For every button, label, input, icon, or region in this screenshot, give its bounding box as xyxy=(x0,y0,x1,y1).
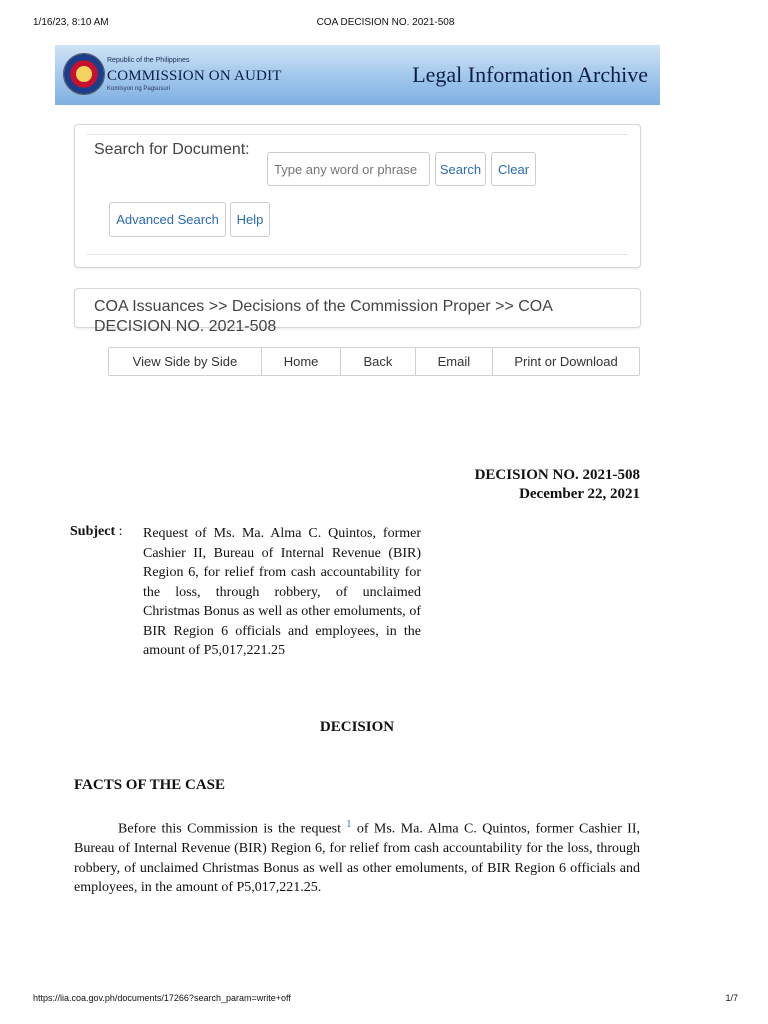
document-nav xyxy=(108,347,640,376)
para-start: Before this Commission is the request xyxy=(118,821,342,837)
help-button[interactable]: Help xyxy=(230,202,270,237)
facts-paragraph xyxy=(74,815,640,898)
divider xyxy=(87,254,628,255)
archive-title: Legal Information Archive xyxy=(412,62,648,87)
email-button[interactable]: Email xyxy=(415,348,492,375)
decision-heading: DECISION xyxy=(319,719,395,735)
print-datetime: 1/16/23, 8:10 AM xyxy=(33,17,109,28)
breadcrumb-panel xyxy=(74,288,641,335)
agency-tagalog: Komisyon ng Pagsusuri xyxy=(107,86,171,92)
decision-header xyxy=(475,466,640,504)
back-button[interactable]: Back xyxy=(340,348,414,375)
search-label: Search for Document: xyxy=(94,141,250,158)
print-url: https://lia.coa.gov.ph/documents/17266?search_param=write+off xyxy=(33,993,291,1003)
section-heading: FACTS OF THE CASE xyxy=(74,777,226,793)
search-button[interactable]: Search xyxy=(435,152,486,186)
advanced-search-button[interactable]: Advanced Search xyxy=(109,202,226,237)
divider xyxy=(87,134,628,135)
subject-separator: : xyxy=(118,524,123,539)
search-panel xyxy=(74,124,641,268)
view-side-by-side-button[interactable]: View Side by Side xyxy=(132,354,238,369)
footnote-link[interactable]: 1 xyxy=(346,819,352,830)
subject-text: Request of Ms. Ma. Alma C. Quintos, former Cashier II, Bureau of Internal Revenue (BIR) Region 6, for relief from cash accountability for the loss, through robbery, of unclaimed Christmas Bonus as well as other emoluments, of BIR Region 6 officials and employees, in the amount of P5,017,221.25 xyxy=(143,526,421,658)
print-page: 1/7 xyxy=(725,993,738,1003)
print-title: COA DECISION NO. 2021-508 xyxy=(316,17,455,28)
decision-number: DECISION NO. 2021-508 xyxy=(474,467,640,483)
breadcrumb[interactable]: COA Issuances >> Decisions of the Commission Proper >> COA DECISION NO. 2021-508 xyxy=(94,298,552,335)
agency-name: COMMISSION ON AUDIT xyxy=(107,68,282,84)
home-button[interactable]: Home xyxy=(261,348,340,375)
decision-date: December 22, 2021 xyxy=(519,486,640,502)
site-banner[interactable] xyxy=(55,45,660,105)
print-download-button[interactable]: Print or Download xyxy=(492,348,639,375)
clear-button[interactable]: Clear xyxy=(491,152,536,186)
subject-label xyxy=(70,524,123,540)
subject-label-text: Subject xyxy=(70,524,116,539)
republic-label: Republic of the Philippines xyxy=(107,57,190,64)
coa-seal-icon xyxy=(63,53,105,95)
para-rest: of Ms. Ma. Alma C. Quintos, former Cashier II, Bureau of Internal Revenue (BIR) Region 6, for relief from cash accountability for the loss, through robbery, of unclaimed Christmas Bonus as well as other emoluments, of BIR Region 6 officials and employees, in the amount of P5,017,221.25. xyxy=(74,821,640,896)
search-input[interactable] xyxy=(267,152,430,186)
